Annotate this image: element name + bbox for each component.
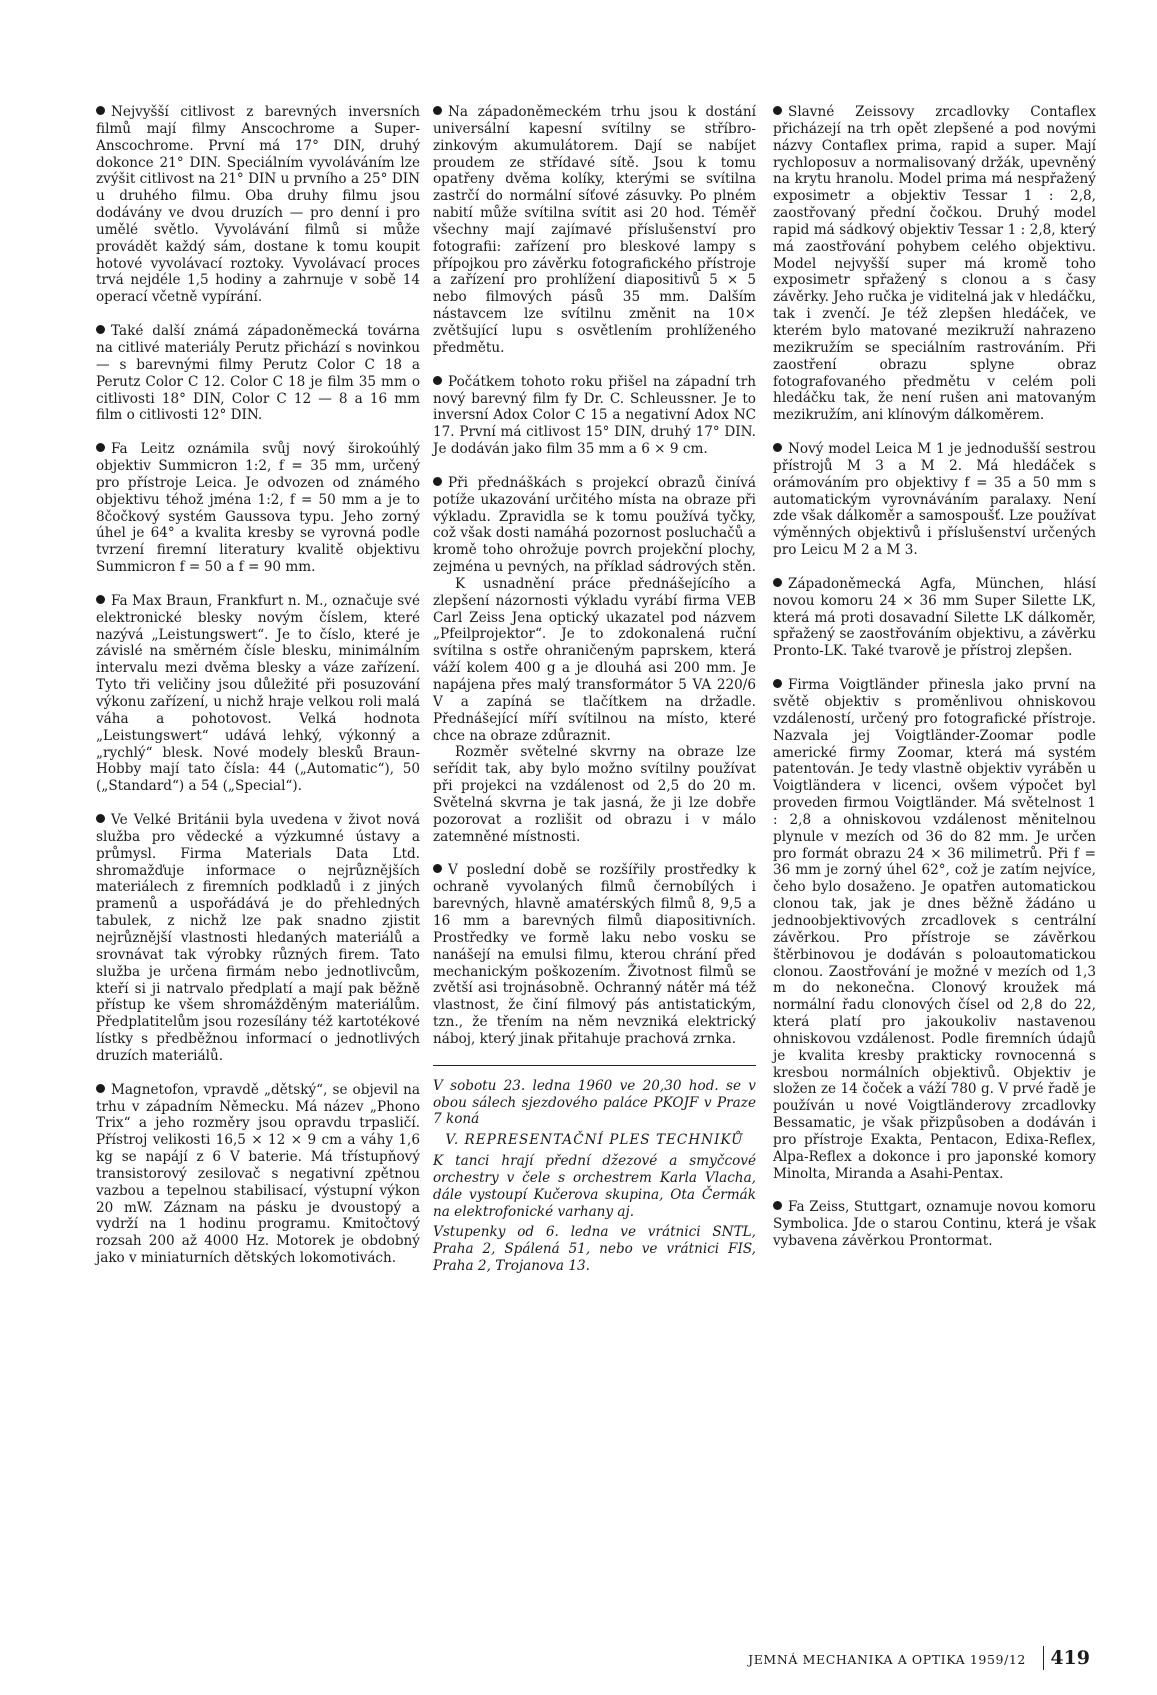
bullet-icon xyxy=(433,477,442,486)
news-item-leica-m1 xyxy=(773,441,1096,559)
news-text: Nejvyšší citlivost z barevných inversních filmů mají filmy Anscochrome a Super-Anscochrome. První má 17° DIN, druhý dokonce 21° DIN. Speciálním vyvoláváním lze zvýšit citlivost na 21° DIN u prvního a 25° DIN u druhého filmu. Oba druhy filmu jsou dodávány ve dvou druzích — pro denní i pro umělé světlo. Vyvolávání filmů si může provádět každý sám, dostane k tomu koupit hotové vyvolávací roztoky. Vyvolávací proces trvá nejdéle 1,5 hodiny a zahrnuje v sobě 14 operací včetně vypírání. xyxy=(96,104,420,306)
news-item-leitz xyxy=(96,441,420,576)
announcement-tickets: Vstupenky od 6. ledna ve vrátnici SNTL, Praha 2, Spálená 51, nebo ve vrátnici FIS, Praha 2, Trojanova 13. xyxy=(433,1224,756,1275)
page-footer xyxy=(700,1646,1096,1672)
page-number: 419 xyxy=(1050,1647,1090,1669)
news-item-agfa xyxy=(773,576,1096,660)
bullet-icon xyxy=(433,376,442,385)
news-text: Také další známá západoněmecká továrna na citlivé materiály Perutz přichází s novinkou — s barevnými filmy Perutz Color C 18 a Perutz Color C 12. Color C 18 je film 35 mm o citlivosti 18° DIN, Color C 12 — 8 a 16 mm film o citlivosti 12° DIN. xyxy=(96,323,420,424)
news-text: Fa Leitz oznámila svůj nový širokoúhlý objektiv Summicron 1:2, f = 35 mm, určený pro přístroje Leica. Je odvozen od známého objektivu téhož jména 1:2, f = 50 mm a je to 8čočkový systém Gaussova typu. Jeho zorný úhel je 64° a kvalita kresby se vyrovná podle tvrzení firemní literatury kvalitě objektivu Summicron f = 50 a f = 90 mm. xyxy=(96,441,420,576)
announcement-intro: V sobotu 23. ledna 1960 ve 20,30 hod. se v obou sálech sjezdového paláce PKOJF v Praze 7 koná xyxy=(433,1077,756,1128)
news-item-voigtlander xyxy=(773,677,1096,1182)
bullet-icon xyxy=(96,443,105,452)
news-item-film-protection xyxy=(433,862,756,1047)
news-text: Magnetofon, vpravdě „dětský“, se objevil na trhu v západním Německu. Má název „Phono Trix“ a jeho rozměry jsou opravdu trpasličí. Přístroj velikosti 16,5 × 12 × 9 cm a váhy 1,6 kg se napájí z 6 V baterie. Má třístupňový transistorový zesilovač s negativní zpětnou vazbou a tepelnou stabilisací, výstupní výkon 20 mW. Záznam na pásku je dvoustopý a vydrží na 1 hodinu programu. Kmitočtový rozsah 200 až 4000 Hz. Motorek je obdobný jako v miniaturních dětských lokomotivách. xyxy=(96,1081,420,1267)
news-text: V poslední době se rozšířily prostředky k ochraně vyvolaných filmů černobílých i barevných, hlavně amatérských filmů 8, 9,5 a 16 mm a barevných filmů diapositivních. Prostředky ve formě laku nebo vosku se nanášejí na emulsi filmu, kterou chrání před mechanickým poškozením. Životnost filmů se zvětší asi trojnásobně. Ochranný nátěr má též vlastnost, že činí filmový pás antistatickým, tzn., že třením na něm nevzniká elektrický náboj, který jinak přitahuje prachová zrnka. xyxy=(433,862,756,1047)
bullet-icon xyxy=(773,1201,782,1210)
news-paragraph: K usnadnění práce přednášejícího a zlepšení názornosti výkladu vyrábí firma VEB Carl Zeiss Jena optický ukazatel pod názvem „Pfeilprojektor“. Je to zdokonalená ruční svítilna s ostře ohraničeným paprskem, která váží kolem 400 g a je dlouhá asi 200 mm. Je napájena přes malý transformátor 5 VA 220/6 V a zapíná se tlačítkem na držadle. Přednášející míří svítilnou na místo, které chce na obraze zdůraznit. xyxy=(433,575,756,744)
bullet-icon xyxy=(773,679,782,688)
news-text: Nový model Leica M 1 je jednodušší sestrou přístrojů M 3 a M 2. Má hledáček s orámováním pro objektivy f = 35 a 50 mm s automatickým vyrovnáváním paralaxy. Není zde však dálkoměr a samospoušť. Lze používat výměnných objektivů i příslušenství určených pro Leicu M 2 a M 3. xyxy=(773,441,1096,559)
bullet-icon xyxy=(96,1084,105,1093)
ball-announcement xyxy=(433,1078,756,1275)
news-text: Na západoněmeckém trhu jsou k dostání universální kapesní svítilny se stříbro-zinkovým akumulátorem. Dají se nabíjet proudem ze střídavé sítě. Jsou k tomu opatřeny dvěma kolíky, kterými se svítilna zastrčí do normální síťové zásuvky. Po plném nabití může svítilna svítit asi 20 hod. Téměř všechny mají zajímavé příslušenství pro fotografii: zařízení pro bleskové lampy s přípojkou pro závěrku fotografického přístroje a zařízení pro prohlížení diapositivů 5 × 5 nebo filmových pásů 35 mm. Dalším nástavcem lze svítilnu změnit na 10× zvětšující lupu s osvětlením prohlíženého předmětu. xyxy=(433,104,756,356)
news-text: Slavné Zeissovy zrcadlovky Contaflex přicházejí na trh opět zlepšené a pod novými názvy Contaflex prima, rapid a super. Mají rychloposuv a normalisovaný držák, upevněný na krytu hranolu. Model prima má nespřažený exposimetr a objektiv Tessar 1 : 2,8, zaostřovaný přední čočkou. Druhý model rapid má sádkový objektiv Tessar 1 : 2,8, který má zaostřování pohybem celého objektivu. Model nejvyšší super má kromě toho exposimetr spřažený s clonou a s časy závěrky. Jeho ručka je viditelná jak v hledáčku, tak i zvenčí. Je též zlepšen hledáček, ve kterém bylo matované mezikruží nahrazeno mezikružím se speciálním rastrováním. Při zaostření obrazu splyne obraz fotografovaného předmětu v celém poli hledáčku tak, že není rušen ani matovaným mezikružím, ani klínovým dálkoměrem. xyxy=(773,104,1096,424)
bullet-icon xyxy=(96,325,105,334)
news-text: Fa Zeiss, Stuttgart, oznamuje novou komoru Symbolica. Jde o starou Continu, která je však vybavena závěrkou Prontormat. xyxy=(773,1199,1096,1250)
bullet-icon xyxy=(433,864,442,873)
bullet-icon xyxy=(96,595,105,604)
news-item-perutz xyxy=(96,323,420,424)
column-left xyxy=(96,104,420,1284)
news-item-anscochrome xyxy=(96,104,420,306)
news-item-pfeilprojektor xyxy=(433,475,756,846)
news-item-symbolica xyxy=(773,1199,1096,1250)
news-text: Ve Velké Británii byla uvedena v život nová služba pro vědecké a výzkumné ústavy a průmysl. Firma Materials Data Ltd. shromažďuje informace o nejrůznějších materiálech z firemních podkladů i z jiných pramenů a uspořádává je do přehledných tabulek, z nichž lze pak snadno zjistit nejrůznější vlastnosti hledaných materiálů a srovnávat tak výrobky různých firem. Tato služba je určena firmám nebo jednotlivcům, kteří si ji natrvalo předplatí a mají pak běžně přístup ke všem shromážděným materiálům. Předplatitelům jsou rozesílány též kartotékové lístky s předběžnou informací o jednotlivých druzích materiálů. xyxy=(96,812,420,1064)
bullet-icon xyxy=(773,578,782,587)
footer-divider xyxy=(1043,1646,1045,1670)
column-middle xyxy=(433,104,756,1279)
bullet-icon xyxy=(96,106,105,115)
news-text: Firma Voigtländer přinesla jako první na světě objektiv s proměnlivou ohniskovou vzdáleností, určený pro fotografické přístroje. Nazvala jej Voigtländer-Zoomar podle americké firmy Zoomar, která má systém patentován. Je tedy vlastně objektiv vyráběn u Voigtländera v licenci, ovšem výpočet byl proveden firmou Voigtländer. Má světelnost 1 : 2,8 a ohniskovou vzdálenost měnitelnou plynule v mezích od 36 do 82 mm. Je určen pro formát obrazu 24 × 36 milimetrů. Při f = 36 mm je zorný úhel 62°, což je zatím nejvíce, čeho bylo dosaženo. Je opatřen automatickou clonou tak, jak je dnes běžně žádáno u jednoobjektivových zrcadlovek s centrální závěrkou. Pro přístroje se závěrkou štěrbinovou je dodáván s poloautomatickou clonou. Zaostřování je možné v mezích od 1,3 m do nekonečna. Clonový kroužek má normální řadu clonových čísel od 2,8 do 22, která platí pro jakoukoliv nastavenou ohniskovou vzdálenost. Podle firemních údajů je kvalita kresby prakticky rovnocenná s kresbou normálních objektivů. Objektiv je složen ze 14 čoček a váží 780 g. V prvé řadě je používán u nové Voigtländerovy zrcadlovky Bessamatic, je však přizpůsoben a dodáván i pro přístroje Exakta, Pentacon, Edixa-Reflex, Alpa-Reflex a dokonce i pro japonské komory Minolta, Miranda a Asahi-Pentax. xyxy=(773,677,1096,1182)
announcement-bands: K tanci hrají přední džezové a smyčcové orchestry v čele s orchestrem Karla Vlacha, dále vystoupí Kučerova skupina, Ota Čermák na elektrofonické varhany aj. xyxy=(433,1153,756,1220)
news-text: Západoněmecká Agfa, München, hlásí novou komoru 24 × 36 mm Super Silette LK, která má proti dosavadní Silette LK dálkoměr, spřažený se zaostřováním objektivu, a závěrku Pronto-LK. Také tvarově je přístroj zlepšen. xyxy=(773,575,1096,660)
news-item-flashlight xyxy=(433,104,756,357)
news-item-adox xyxy=(433,374,756,458)
news-item-materials-data xyxy=(96,812,420,1065)
journal-name: JEMNÁ MECHANIKA A OPTIKA 1959/12 xyxy=(748,1652,1026,1667)
news-item-braun xyxy=(96,593,420,795)
bullet-icon xyxy=(433,106,442,115)
news-paragraph: Rozměr světelné skvrny na obraze lze seřídit tak, aby bylo možno svítilny používat při projekci na vzdálenost od 2,5 do 20 m. Světelná skvrna je tak jasná, že ji lze dobře pozorovat a rozlišit od obrazu i v málo zatemněné místnosti. xyxy=(433,744,756,845)
announcement-heading: V. REPRESENTAČNÍ PLES TECHNIKŮ xyxy=(445,1132,744,1149)
news-item-phono-trix xyxy=(96,1082,420,1267)
news-text: Fa Max Braun, Frankfurt n. M., označuje své elektronické blesky novým číslem, které nazývá „Leistungswert“. Je to číslo, které je závislé na směrném čísle blesku, minimálním intervalu mezi dvěma blesky a váze zařízení. Tyto tři veličiny jsou důležité při posuzování výkonu zařízení, u nichž hraje velkou roli malá váha a pohotovost. Velká hodnota „Leistungswert“ udává lehký, výkonný a „rychlý“ blesk. Nové modely blesků Braun-Hobby mají tato čísla: 44 („Automatic“), 50 („Standard“) a 54 („Special“). xyxy=(96,592,420,795)
news-text: Počátkem tohoto roku přišel na západní trh nový barevný film fy Dr. C. Schleussner. Je to inversní Adox Color C 15 a negativní Adox NC 17. První má citlivost 15° DIN, druhý 17° DIN. Je dodáván jako film 35 mm a 6 × 9 cm. xyxy=(433,373,756,458)
column-right xyxy=(773,104,1096,1267)
news-text: Při přednáškách s projekcí obrazů činívá potíže ukazování určitého místa na obraze při výkladu. Zpravidla se k tomu používá tyčky, což však dosti namáhá pozornost posluchačů a kromě toho ohrožuje povrch projekční plochy, zejména u pevných, na příklad sádrových stěn. xyxy=(433,474,756,576)
announcement-divider xyxy=(433,1065,756,1066)
news-item-contaflex xyxy=(773,104,1096,424)
bullet-icon xyxy=(96,814,105,823)
bullet-icon xyxy=(773,443,782,452)
bullet-icon xyxy=(773,106,782,115)
